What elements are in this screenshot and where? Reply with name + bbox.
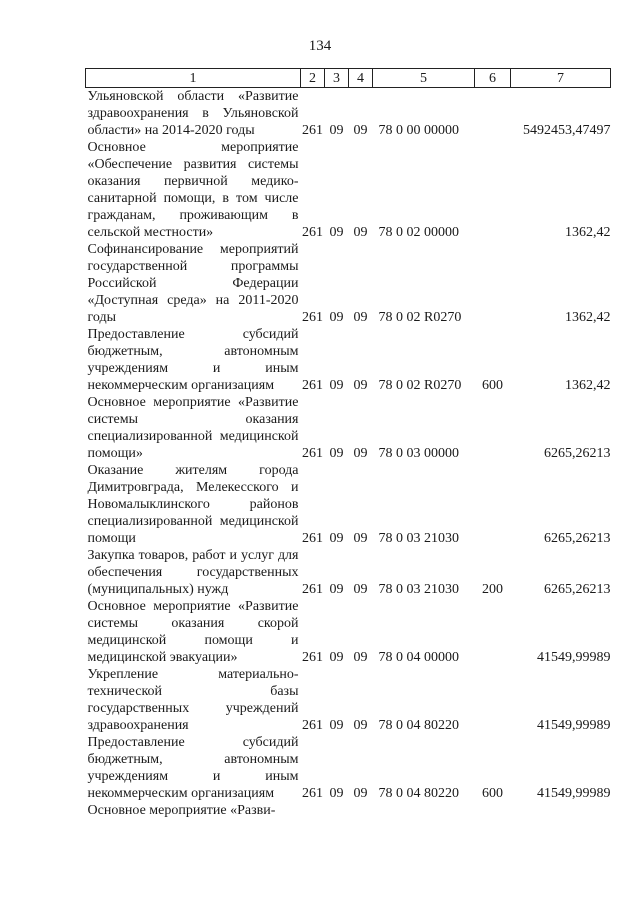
row-col-4: 09	[353, 310, 368, 325]
row-col-7: 41549,99989	[537, 786, 611, 801]
row-name: Софинансирование мероприятий государственной программы Российской Федерации «Доступная среда» на 2011-2020 годы	[87, 242, 299, 325]
row-col-2: 261	[302, 378, 323, 393]
table-row	[86, 241, 611, 326]
table-row	[86, 394, 611, 462]
row-col-2: 261	[302, 310, 323, 325]
row-col-5: 78 0 02 R0270	[378, 310, 462, 325]
row-col-2: 261	[302, 718, 323, 733]
header-col-3: 3	[325, 69, 349, 88]
row-col-6	[475, 88, 511, 140]
table-row	[86, 547, 611, 598]
row-col-6: 600	[482, 378, 503, 393]
row-col-2	[301, 802, 325, 819]
row-col-6	[475, 462, 511, 547]
row-name: Закупка товаров, работ и услуг для обеспечения государственных (муниципальных) нужд	[87, 548, 299, 597]
table-row	[86, 88, 611, 140]
row-col-5: 78 0 03 21030	[378, 582, 459, 597]
row-col-5: 78 0 04 80220	[378, 718, 459, 733]
row-col-2: 261	[302, 225, 323, 240]
header-row	[86, 69, 611, 88]
row-col-4	[349, 802, 373, 819]
row-col-3: 09	[329, 225, 344, 240]
table-row	[86, 598, 611, 666]
header-col-2: 2	[301, 69, 325, 88]
row-col-4: 09	[353, 650, 368, 665]
table-header	[86, 69, 611, 88]
row-col-4: 09	[353, 531, 368, 546]
row-col-7: 41549,99989	[537, 718, 611, 733]
row-name: Предоставление субсидий бюджетным, автономным учреждениям и иным некоммерческим организациям	[87, 735, 299, 801]
row-col-5	[373, 802, 475, 819]
row-col-4: 09	[353, 786, 368, 801]
row-col-2: 261	[302, 650, 323, 665]
row-name: Основное мероприятие «Обеспечение развития системы оказания первичной медико-санитарной помощи, в том числе гражданам, проживающим в сельской местности»	[87, 140, 299, 240]
budget-table	[85, 68, 611, 819]
header-col-1: 1	[86, 69, 301, 88]
table-row	[86, 462, 611, 547]
row-name: Основное мероприятие «Развитие системы оказания скорой медицинской помощи и медицинской эвакуации»	[87, 599, 299, 665]
row-name: Основное мероприятие «Развитие системы оказания специализированной медицинской помощи»	[87, 395, 299, 461]
row-col-3: 09	[329, 786, 344, 801]
row-col-2: 261	[302, 446, 323, 461]
row-col-4: 09	[353, 446, 368, 461]
row-col-2: 261	[302, 786, 323, 801]
header-col-5: 5	[373, 69, 475, 88]
row-col-7	[511, 802, 611, 819]
row-col-6: 200	[482, 582, 503, 597]
row-col-7: 5492453,47497	[523, 123, 611, 138]
row-col-6	[475, 394, 511, 462]
row-col-3: 09	[329, 582, 344, 597]
row-col-2: 261	[302, 582, 323, 597]
row-col-2: 261	[302, 531, 323, 546]
row-col-3: 09	[329, 310, 344, 325]
table-row	[86, 734, 611, 802]
row-col-3: 09	[329, 446, 344, 461]
row-col-4: 09	[353, 225, 368, 240]
row-col-7: 6265,26213	[544, 446, 611, 461]
table-row	[86, 666, 611, 734]
row-col-5: 78 0 03 21030	[378, 531, 459, 546]
row-col-4: 09	[353, 378, 368, 393]
row-col-3	[325, 802, 349, 819]
row-col-7: 41549,99989	[537, 650, 611, 665]
table-row	[86, 326, 611, 394]
row-name: Укрепление материально-технической базы государственных учреждений здравоохранения	[87, 667, 299, 733]
row-col-6	[475, 241, 511, 326]
row-col-7: 6265,26213	[544, 582, 611, 597]
row-col-7: 1362,42	[565, 310, 611, 325]
row-col-6	[475, 139, 511, 241]
row-col-3: 09	[329, 718, 344, 733]
row-col-5: 78 0 04 00000	[378, 650, 459, 665]
table-row	[86, 802, 611, 819]
row-col-2: 261	[302, 123, 323, 138]
header-col-4: 4	[349, 69, 373, 88]
row-col-5: 78 0 02 00000	[378, 225, 459, 240]
table-body	[86, 88, 611, 820]
page-number: 134	[308, 38, 332, 54]
row-col-5: 78 0 00 00000	[378, 123, 459, 138]
row-col-4: 09	[353, 718, 368, 733]
row-name: Ульяновской области «Развитие здравоохранения в Ульяновской области» на 2014-2020 годы	[87, 89, 299, 138]
row-col-7: 6265,26213	[544, 531, 611, 546]
row-col-6	[475, 666, 511, 734]
row-col-3: 09	[329, 123, 344, 138]
row-col-6	[475, 802, 511, 819]
row-col-7: 1362,42	[565, 225, 611, 240]
row-col-4: 09	[353, 123, 368, 138]
row-name: Основное мероприятие «Разви-	[87, 803, 276, 818]
row-name: Оказание жителям города Димитровграда, Мелекесского и Новомалыклинского районов специализированной медицинской помощи	[87, 463, 299, 546]
row-col-5: 78 0 02 R0270	[378, 378, 462, 393]
row-col-3: 09	[329, 531, 344, 546]
row-col-3: 09	[329, 650, 344, 665]
row-name: Предоставление субсидий бюджетным, автономным учреждениям и иным некоммерческим организациям	[87, 327, 299, 393]
row-col-3: 09	[329, 378, 344, 393]
row-col-7: 1362,42	[565, 378, 611, 393]
row-col-5: 78 0 03 00000	[378, 446, 459, 461]
header-col-6: 6	[475, 69, 511, 88]
row-col-4: 09	[353, 582, 368, 597]
header-col-7: 7	[511, 69, 611, 88]
row-col-6	[475, 598, 511, 666]
row-col-5: 78 0 04 80220	[378, 786, 459, 801]
table-row	[86, 139, 611, 241]
row-col-6: 600	[482, 786, 503, 801]
